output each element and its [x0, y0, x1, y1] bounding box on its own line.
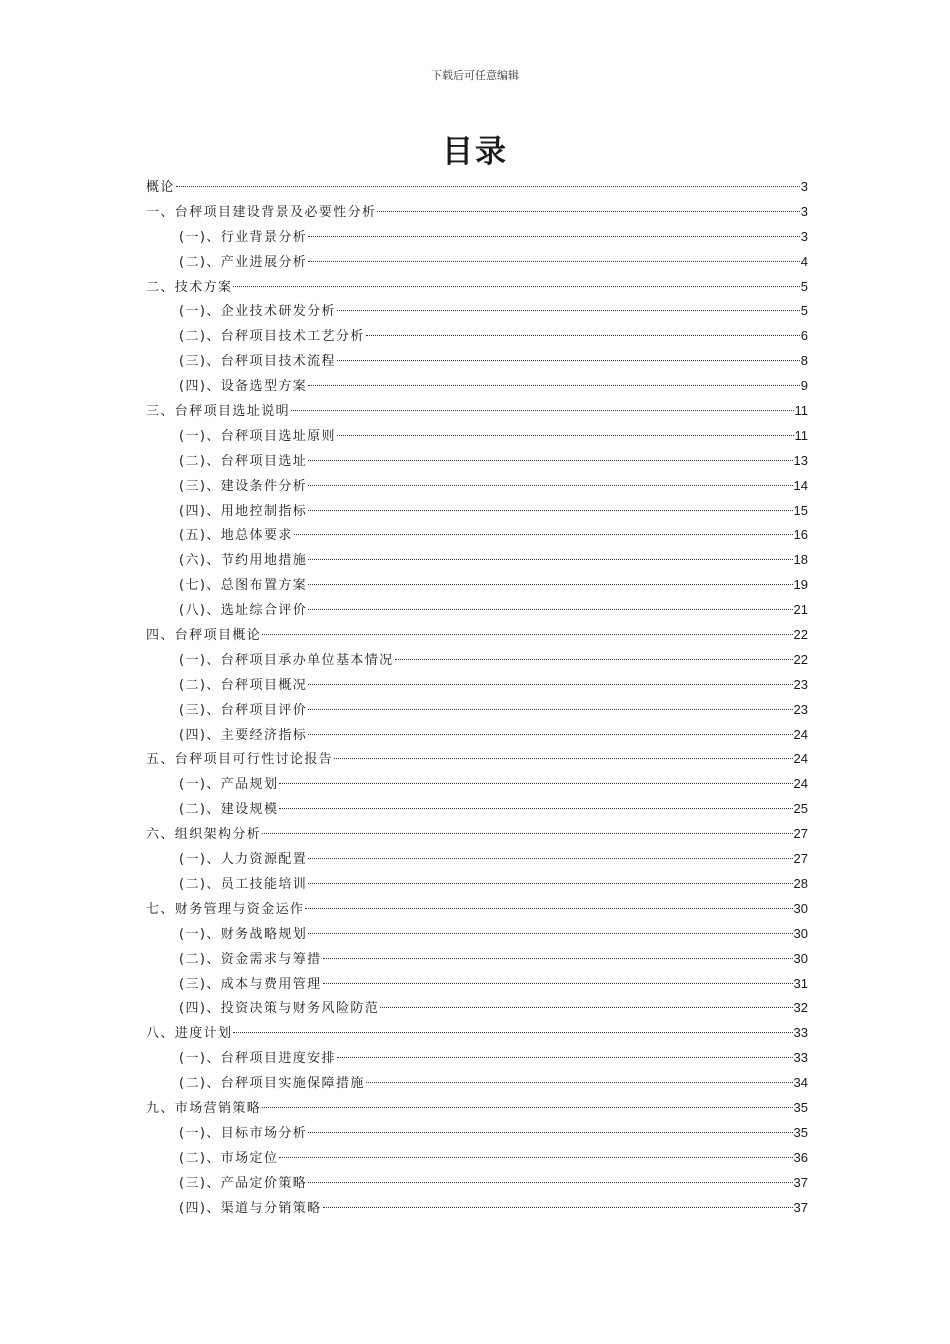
toc-entry-label: (二)、资金需求与筹措	[179, 951, 322, 967]
toc-entry-label: 六、组织架构分析	[146, 827, 262, 843]
toc-entry-page-number: 23	[793, 676, 808, 692]
toc-dot-leader	[262, 634, 792, 635]
toc-dot-leader	[337, 360, 800, 361]
toc-entry[interactable]	[146, 772, 808, 797]
toc-entry-page-number: 30	[793, 900, 808, 916]
toc-dot-leader	[308, 684, 792, 685]
toc-entry-page-number: 3	[800, 203, 808, 219]
toc-entry-label: (五)、地总体要求	[179, 528, 293, 544]
toc-entry[interactable]	[146, 474, 808, 499]
toc-entry[interactable]	[146, 200, 808, 225]
toc-dot-leader	[308, 261, 800, 262]
toc-dot-leader	[308, 858, 792, 859]
toc-entry[interactable]	[146, 747, 808, 772]
toc-entry-page-number: 35	[793, 1099, 808, 1115]
toc-entry-label: 五、台秤项目可行性讨论报告	[146, 752, 334, 768]
toc-dot-leader	[233, 286, 799, 287]
toc-dot-leader	[308, 609, 792, 610]
toc-entry-page-number: 3	[800, 179, 808, 194]
toc-entry[interactable]	[146, 922, 808, 947]
toc-entry[interactable]	[146, 996, 808, 1021]
toc-entry[interactable]	[146, 1046, 808, 1071]
toc-entry-label: (二)、产业进展分析	[179, 254, 308, 270]
toc-dot-leader	[308, 485, 792, 486]
toc-entry[interactable]	[146, 972, 808, 997]
toc-entry-label: (一)、财务战略规划	[179, 926, 308, 942]
toc-entry-label: (二)、建设规模	[179, 802, 279, 818]
toc-entry-page-number: 31	[793, 975, 808, 991]
toc-entry-label: 九、市场营销策略	[146, 1100, 262, 1116]
toc-entry[interactable]	[146, 449, 808, 474]
toc-entry-label: (一)、人力资源配置	[179, 852, 308, 868]
toc-entry-label: (一)、行业背景分析	[179, 229, 308, 245]
toc-entry[interactable]	[146, 673, 808, 698]
toc-dot-leader	[308, 236, 800, 237]
toc-entry[interactable]	[146, 299, 808, 324]
toc-dot-leader	[366, 335, 800, 336]
toc-entry-page-number: 24	[793, 751, 808, 767]
toc-dot-leader	[308, 510, 792, 511]
toc-entry[interactable]	[146, 349, 808, 374]
toc-entry[interactable]	[146, 250, 808, 275]
toc-entry[interactable]	[146, 872, 808, 897]
toc-entry[interactable]	[146, 897, 808, 922]
toc-entry[interactable]	[146, 1021, 808, 1046]
toc-dot-leader	[308, 709, 792, 710]
toc-dot-leader	[323, 958, 793, 959]
toc-entry-label: 三、台秤项目选址说明	[146, 404, 291, 420]
toc-entry-label: (一)、产品规划	[179, 777, 279, 793]
toc-entry[interactable]	[146, 1096, 808, 1121]
toc-entry-label: (二)、台秤项目选址	[179, 453, 308, 469]
toc-entry-page-number: 36	[793, 1149, 808, 1165]
toc-entry-page-number: 11	[794, 427, 808, 443]
toc-entry-label: (一)、台秤项目承办单位基本情况	[179, 652, 394, 668]
toc-entry-label: (二)、市场定位	[179, 1150, 279, 1166]
toc-dot-leader	[395, 659, 793, 660]
toc-entry-page-number: 24	[793, 726, 808, 742]
toc-entry-label: (三)、产品定价策略	[179, 1175, 308, 1191]
toc-entry[interactable]	[146, 1121, 808, 1146]
toc-dot-leader	[377, 211, 799, 212]
toc-entry-label: (一)、目标市场分析	[179, 1125, 308, 1141]
toc-entry-label: (二)、员工技能培训	[179, 876, 308, 892]
toc-entry[interactable]	[146, 1171, 808, 1196]
toc-entry-page-number: 8	[800, 353, 808, 369]
toc-entry-label: (一)、台秤项目进度安排	[179, 1051, 336, 1067]
toc-entry[interactable]	[146, 822, 808, 847]
toc-entry[interactable]	[146, 847, 808, 872]
toc-entry[interactable]	[146, 648, 808, 673]
toc-dot-leader	[262, 833, 792, 834]
toc-entry-label: (二)、台秤项目概况	[179, 677, 308, 693]
toc-entry-page-number: 14	[793, 477, 808, 493]
toc-entry[interactable]	[146, 324, 808, 349]
toc-entry-label: (三)、台秤项目技术流程	[179, 354, 336, 370]
toc-entry-page-number: 22	[793, 627, 808, 643]
toc-entry-page-number: 30	[793, 925, 808, 941]
toc-entry-page-number: 33	[793, 1050, 808, 1066]
toc-entry-page-number: 11	[794, 403, 808, 419]
toc-dot-leader	[308, 734, 792, 735]
toc-entry-page-number: 35	[793, 1124, 808, 1140]
toc-entry-page-number: 33	[793, 1025, 808, 1041]
toc-entry-label: (四)、渠道与分销策略	[179, 1200, 322, 1216]
toc-entry-label: (三)、建设条件分析	[179, 478, 308, 494]
toc-entry-page-number: 27	[793, 851, 808, 867]
toc-entry[interactable]	[146, 947, 808, 972]
toc-entry[interactable]	[146, 499, 808, 524]
toc-entry-page-number: 22	[793, 651, 808, 667]
toc-entry-label: (四)、主要经济指标	[179, 727, 308, 743]
toc-entry-label: (二)、台秤项目实施保障措施	[179, 1076, 365, 1092]
toc-dot-leader	[337, 310, 800, 311]
toc-entry[interactable]	[146, 623, 808, 648]
toc-entry-page-number: 3	[800, 228, 808, 244]
toc-dot-leader	[308, 584, 792, 585]
toc-entry-page-number: 19	[793, 577, 808, 593]
page-title: 目录	[442, 134, 508, 170]
toc-dot-leader	[305, 908, 792, 909]
toc-dot-leader	[291, 410, 793, 411]
toc-dot-leader	[323, 1207, 793, 1208]
toc-dot-leader	[176, 186, 800, 187]
toc-entry-label: (三)、成本与费用管理	[179, 976, 322, 992]
toc-entry-label: 七、财务管理与资金运作	[146, 901, 305, 917]
toc-dot-leader	[323, 983, 793, 984]
toc-dot-leader	[279, 783, 792, 784]
toc-entry-label: (二)、台秤项目技术工艺分析	[179, 329, 365, 345]
toc-entry-label: (六)、节约用地措施	[179, 553, 308, 569]
toc-entry-label: (四)、用地控制指标	[179, 503, 308, 519]
toc-entry-page-number: 9	[800, 378, 808, 394]
toc-entry-page-number: 5	[800, 303, 808, 319]
toc-entry-page-number: 32	[793, 1000, 808, 1016]
toc-entry[interactable]	[146, 374, 808, 399]
toc-dot-leader	[337, 435, 794, 436]
toc-entry-label: 二、技术方案	[146, 279, 233, 295]
toc-dot-leader	[308, 1182, 792, 1183]
toc-entry[interactable]	[146, 275, 808, 300]
toc-dot-leader	[262, 1107, 792, 1108]
toc-entry[interactable]	[146, 1071, 808, 1096]
toc-entry-page-number: 28	[793, 875, 808, 891]
toc-entry-page-number: 5	[800, 278, 808, 294]
toc-dot-leader	[308, 460, 792, 461]
toc-entry[interactable]	[146, 225, 808, 250]
toc-entry-page-number: 4	[800, 253, 808, 269]
toc-dot-leader	[233, 1032, 792, 1033]
toc-entry[interactable]	[146, 424, 808, 449]
toc-entry-page-number: 15	[793, 502, 808, 518]
toc-entry-page-number: 16	[793, 527, 808, 543]
toc-entry-page-number: 27	[793, 826, 808, 842]
toc-dot-leader	[337, 1057, 793, 1058]
toc-entry[interactable]	[146, 399, 808, 424]
toc-entry[interactable]	[146, 797, 808, 822]
toc-entry-label: (四)、投资决策与财务风险防范	[179, 1001, 380, 1017]
toc-entry[interactable]	[146, 573, 808, 598]
toc-entry-label: (四)、设备选型方案	[179, 379, 308, 395]
toc-entry-label: 概论	[146, 180, 175, 195]
toc-entry-label: (一)、企业技术研发分析	[179, 304, 336, 320]
toc-entry-page-number: 30	[793, 950, 808, 966]
toc-entry[interactable]	[146, 698, 808, 723]
toc-dot-leader	[308, 1132, 792, 1133]
toc-entry[interactable]	[146, 175, 808, 200]
toc-dot-leader	[366, 1082, 793, 1083]
toc-entry-page-number: 13	[793, 452, 808, 468]
toc-dot-leader	[380, 1007, 792, 1008]
toc-entry[interactable]	[146, 1196, 808, 1221]
toc-entry-page-number: 37	[793, 1199, 808, 1215]
toc-dot-leader	[308, 933, 792, 934]
toc-entry-label: 一、台秤项目建设背景及必要性分析	[146, 204, 377, 220]
toc-entry-page-number: 23	[793, 701, 808, 717]
toc-entry-label: (三)、台秤项目评价	[179, 702, 308, 718]
toc-dot-leader	[294, 534, 793, 535]
toc-entry[interactable]	[146, 598, 808, 623]
toc-entry-page-number: 18	[793, 552, 808, 568]
toc-entry-label: 四、台秤项目概论	[146, 628, 262, 644]
page-header: 下载后可任意编辑	[431, 69, 519, 82]
toc-entry-page-number: 6	[800, 328, 808, 344]
toc-entry-page-number: 25	[793, 801, 808, 817]
toc-entry[interactable]	[146, 1146, 808, 1171]
toc-entry[interactable]	[146, 548, 808, 573]
toc-dot-leader	[279, 1157, 792, 1158]
toc-entry-page-number: 21	[793, 602, 808, 618]
toc-entry-label: 八、进度计划	[146, 1026, 233, 1042]
table-of-contents	[146, 175, 808, 1220]
toc-entry[interactable]	[146, 723, 808, 748]
toc-dot-leader	[308, 559, 792, 560]
toc-entry-label: (七)、总图布置方案	[179, 578, 308, 594]
toc-dot-leader	[308, 385, 800, 386]
toc-dot-leader	[308, 883, 792, 884]
toc-entry-label: (一)、台秤项目选址原则	[179, 428, 336, 444]
toc-entry-label: (八)、选址综合评价	[179, 603, 308, 619]
toc-entry-page-number: 24	[793, 776, 808, 792]
toc-dot-leader	[334, 758, 792, 759]
toc-entry[interactable]	[146, 523, 808, 548]
toc-entry-page-number: 34	[793, 1075, 808, 1091]
toc-dot-leader	[279, 808, 792, 809]
toc-entry-page-number: 37	[793, 1174, 808, 1190]
